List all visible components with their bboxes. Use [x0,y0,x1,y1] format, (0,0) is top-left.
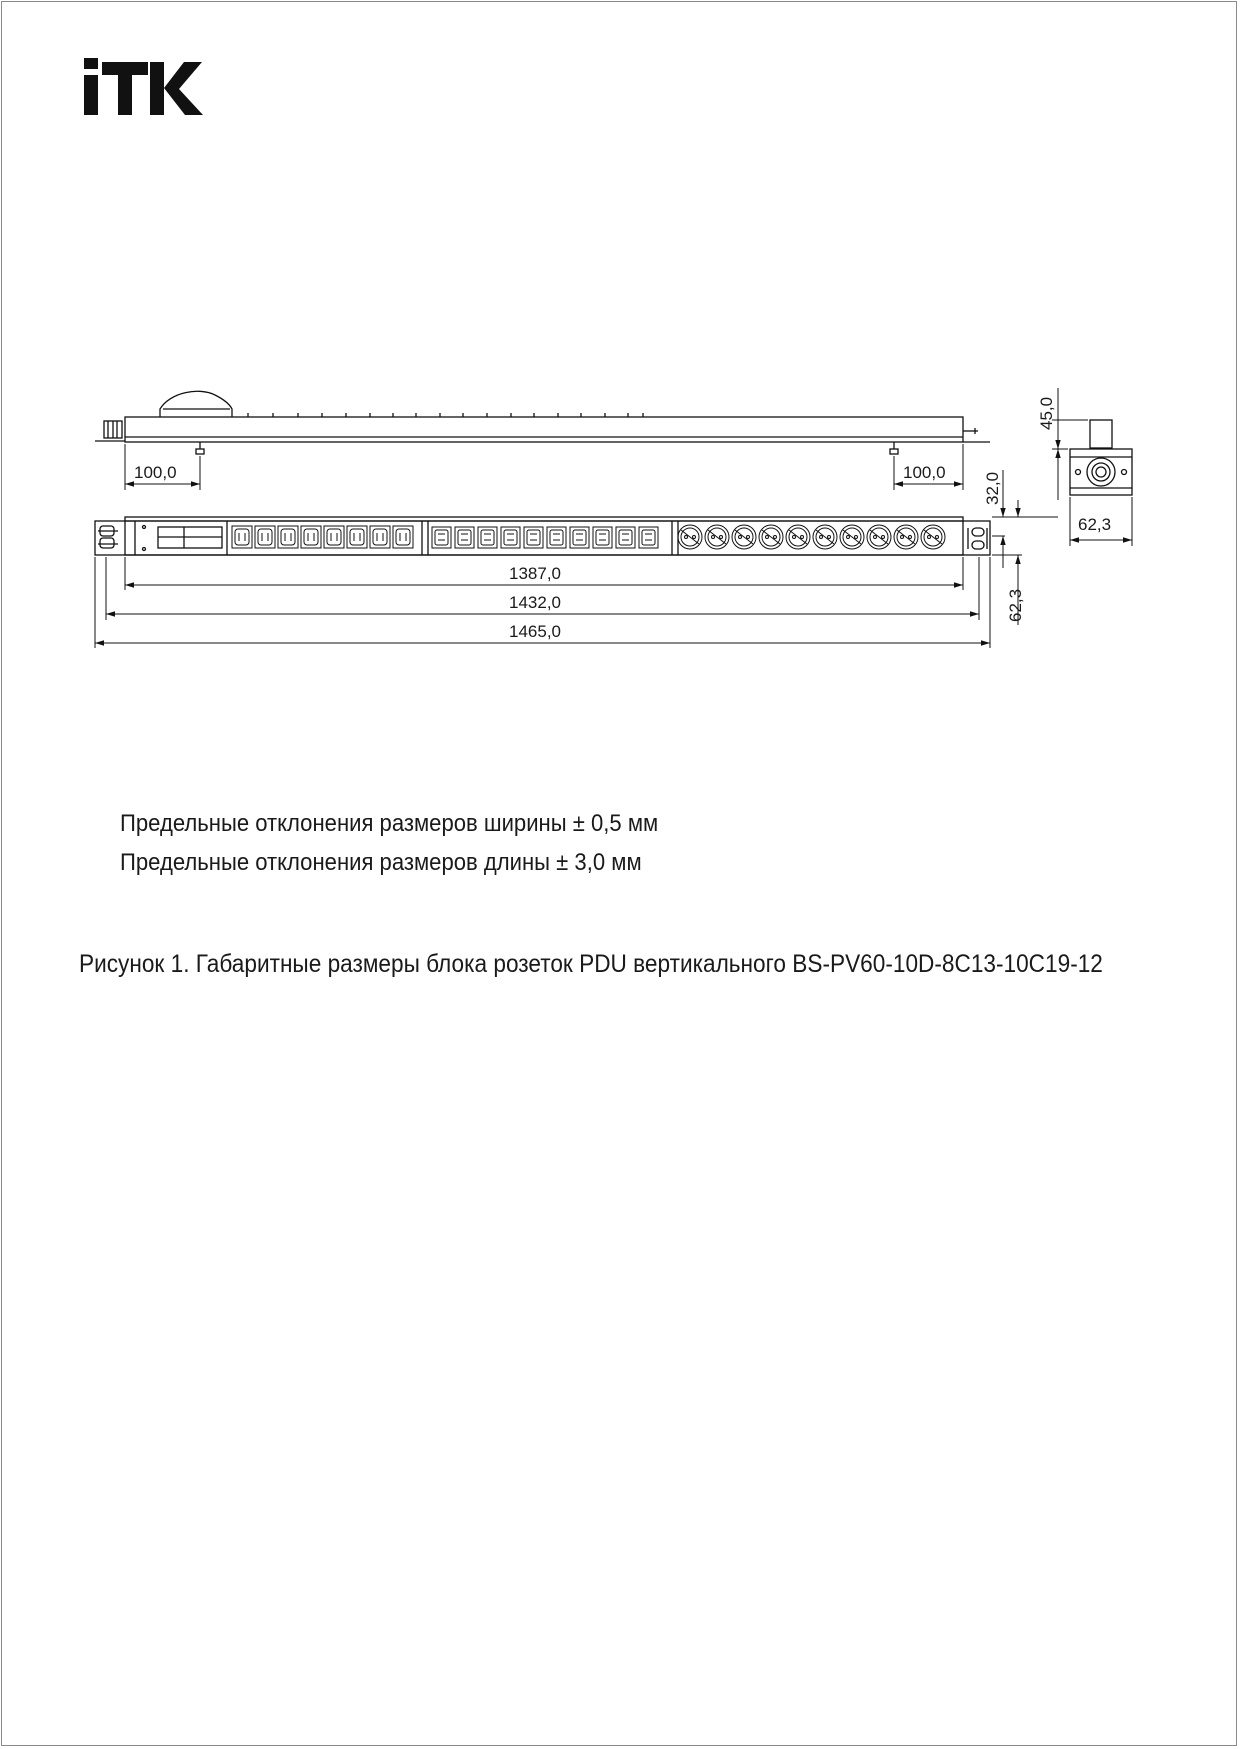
dim-label-bracket-height: 32,0 [983,471,1002,505]
socket-outlet [921,525,945,549]
c13-outlet [255,526,275,548]
pdu-side-view [95,391,990,454]
pdu-dimension-drawing [0,0,1240,720]
socket-outlet [759,525,783,549]
dim-label-inner-length: 1387,0 [509,564,561,583]
c19-outlet [547,527,566,548]
dim-label-overall-length: 1465,0 [509,622,561,641]
socket-outlet [705,525,729,549]
dim-label-mid-length: 1432,0 [509,593,561,612]
c13-outlet [324,526,344,548]
c13-outlet [393,526,413,548]
dim-label-front-height: 62,3 [1006,588,1025,622]
c19-outlet [570,527,589,548]
c19-outlet [478,527,497,548]
tolerance-notes [120,804,705,882]
c19-outlet [593,527,612,548]
length-tolerance-note: Предельные отклонения размеров длины ± 3,0 мм [120,849,642,876]
c19-outlet [432,527,451,548]
c19-outlet [639,527,658,548]
c19-outlet [455,527,474,548]
socket-outlet [894,525,918,549]
c13-outlet [370,526,390,548]
socket-outlet [867,525,891,549]
socket-outlet [840,525,864,549]
socket-outlet [678,525,702,549]
socket-outlet [813,525,837,549]
figure-caption: Рисунок 1. Габаритные размеры блока розеток PDU вертикального BS-PV60-10D-8C13-10C19-12 [79,950,1103,978]
c13-outlet-group [232,526,413,548]
dim-label-end-depth: 45,0 [1037,396,1056,430]
socket-outlet [732,525,756,549]
c13-outlet [301,526,321,548]
c13-outlet [278,526,298,548]
width-tolerance-note: Предельные отклонения размеров ширины ± 0,5 мм [120,810,659,837]
pdu-end-view [1070,420,1132,495]
socket-outlet-group [678,525,945,549]
socket-outlet [786,525,810,549]
c13-outlet [232,526,252,548]
c19-outlet [524,527,543,548]
dim-label-end-width: 62,3 [1078,515,1112,534]
c19-outlet-group [432,527,658,548]
c19-outlet [616,527,635,548]
c19-outlet [501,527,520,548]
c13-outlet [347,526,367,548]
dim-label-side-right: 100,0 [903,463,946,482]
dim-label-side-left: 100,0 [134,463,177,482]
